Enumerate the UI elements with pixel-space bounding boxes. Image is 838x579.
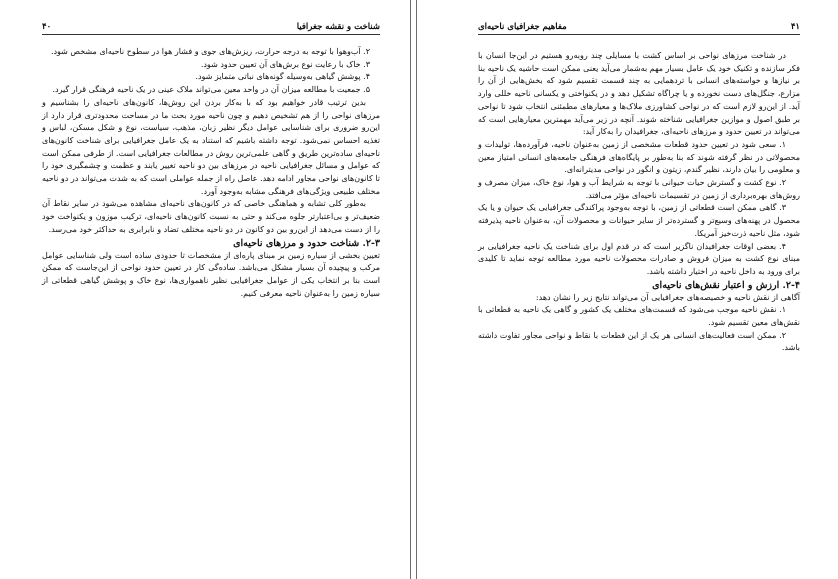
paragraph: در شناخت مرزهای نواحی بر اساس کشت با مسایلی چند روبه‌رو هستیم در این‌جا انسان با فکر سازنده و تکنیک خود یک عامل بسیار مهم به‌شمار می‌آید یعنی ممکن است حاشیه یک ناحیه بنا بر نیازها و خواسته‌های انسانی با تردهمایی به چند قسمت تقسیم شود که بخش‌هایی از آن را مزارع، جنگل‌های دست نخورده و یا چراگاه تشکیل دهد و در یکنواختی و یکسانی ناحیه خللی وارد آید. از این‌رو لازم است که در نواحی کشاورزی ملاک‌ها و معیارهای مطمئنی انتخاب شود تا نواحی بر طبق اصول و موازین جغرافیایی شناخته شوند. آنچه در زیر می‌آید مهمترین معیارهایی است که می‌تواند در تعیین حدود و مرزهای ناحیه‌ای، جغرافیدان را به‌کار آید: [478,51,800,137]
right-page-number: ۴۱ [790,22,800,32]
header-rule [42,34,380,35]
list-item: ۳. خاک با رعایت نوع برش‌های آن تعیین حدود شود. [200,59,370,69]
right-page-header [478,18,800,32]
section-heading: ۲-۴. ارزش و اعتبار نقش‌های ناحیه‌ای [652,279,800,291]
list-item: ۳. گاهی ممکن است قطعاتی از زمین، با توجه به‌وجود پراکندگی جغرافیایی یک حیوان و یا یک محصول در پهنه‌های وسیع‌تر و گسترده‌تر از سایر حیوانات و محصولات آن، به‌عنوان ناحیه پذیرفته شود، مثل ناحیه ذرت‌خیز آمریکا. [478,203,800,238]
paragraph: تعیین بخشی از سیاره زمین بر مبنای پاره‌ای از مشخصات تا حدودی ساده است ولی شناسایی عوامل مرکب و پیچیده آن بسیار مشکل می‌باشد. ساده‌گی کار در تعیین حدود نواحی از این‌جاست که ممکن است بنا بر انتخاب یکی از عوامل جغرافیایی نظیر ناهمواری‌ها، نوع خاک و پوشش گیاهی قطعاتی از سیاره زمین را به‌عنوان ناحیه معرفی کنیم. [42,250,380,298]
left-page [0,0,412,579]
list-item: ۴. پوشش گیاهی به‌وسیله گونه‌های نباتی متمایز شود. [195,72,370,82]
section-heading: ۲-۳. شناخت حدود و مرزهای ناحیه‌ای [233,237,380,249]
header-rule [478,34,800,35]
paragraph: به‌طور کلی تشابه و هماهنگی خاصی که در کانون‌های ناحیه‌ای مشاهده می‌شود در سایر نقاط آن ضعیف‌تر و بی‌اعتبارتر جلوه می‌کند و حتی به نسبت کانون‌های ناحیه‌ای، ترکیب موزون و یکنواخت خود را از دست می‌دهد از این‌رو بین دو کانون در دو ناحیه مختلف تضاد و نابرابری به حداکثر خود می‌رسد. [42,199,380,234]
list-item: ۱. نقش ناحیه موجب می‌شود که قسمت‌های مختلف یک کشور و گاهی یک ناحیه به قطعاتی با نقش‌های معین تقسیم شود. [478,305,800,328]
list-item: ۲. آب‌وهوا با توجه به درجه حرارت، ریزش‌های جوی و فشار هوا در سطوح ناحیه‌ای مشخص شود. [50,47,370,56]
list-item: ۲. ممکن است فعالیت‌های انسانی هر یک از این قطعات با نقاط و نواحی مجاور تفاوت داشته باشد. [478,330,800,353]
paragraph: آگاهی از نقش ناحیه و خصیصه‌های جغرافیایی آن می‌تواند نتایج زیر را نشان دهد: [535,292,800,302]
left-page-number: ۴۰ [42,22,52,32]
right-page-body [478,50,800,355]
list-item: ۲. نوع کشت و گسترش حیات حیوانی با توجه به شرایط آب و هوا، نوع خاک، میزان مصرف و روش‌های بهره‌برداری از زمین در تقسیمات ناحیه‌ای مؤثر می‌افتد. [478,178,800,200]
list-item: ۵. جمعیت با مطالعه میزان آن در واحد معین می‌تواند ملاک عینی در یک ناحیه فرهنگی قرار گیرد. [52,85,370,95]
left-header-title: شناخت و نقشه جغرافیا [296,22,380,32]
list-item: ۱. سعی شود در تعیین حدود قطعات مشخصی از زمین به‌عنوان ناحیه، فرآورده‌ها، تولیدات و محصولاتی در نظر گرفته شوند که بنا به‌طور بر پایگاه‌های فرهنگی جامعه‌های انسانی امتیاز معین و معلومی را بیان دارند، نظیر گندم، زیتون و انگور در نواحی مدیترانه‌ای. [478,139,800,175]
paragraph: بدین ترتیب قادر خواهیم بود که با به‌کار بردن این روش‌ها، کانون‌های ناحیه‌ای را بشناسیم و مرزهای نواحی را از هم تشخیص دهیم و چون ناحیه مورد بحث ما در مساحت محدودتری قرار دارد از این‌رو ضروری برای شناسایی عوامل دیگر نظیر زبان، مذهب، سیاست، نوع و شکل مسکن، لباس و تغذیه احساس نمی‌شود. توجه داشته باشیم که استناد به یک عامل جغرافیایی برای شناخت کانون‌های ناحیه‌ای ساده‌ترین طریق و گاهی علمی‌ترین روش در مطالعات جغرافیایی است. از طرفی ممکن است که عوامل و مسائل جغرافیایی ناحیه در مرزهای بین دو ناحیه تغییر یابند و عظمت و چشمگیری خود را تا کانون‌های نواحی مجاور ادامه دهد. عاصل راه از جمله عواملی است که به شدت می‌تواند در دو ناحیه مختلف طبیعی ویژگی‌های فرهنگی مشابه به‌وجود آورد. [42,97,380,196]
left-page-header [42,18,380,32]
left-page-body [42,46,380,300]
list-item: ۴. بعضی اوقات جغرافیدان ناگزیر است که در قدم اول برای شناخت یک ناحیه جغرافیایی بر مبنای نوع کشت به میزان فروش و صادرات محصولات ناحیه مورد مطالعه توجه نماید تا کلیدی برای ورود به داخل ناحیه در اختیار داشته باشد. [478,241,800,276]
right-page [418,0,838,579]
gutter-line [416,0,417,579]
right-header-title: مفاهیم جغرافیای ناحیه‌ای [478,22,567,32]
